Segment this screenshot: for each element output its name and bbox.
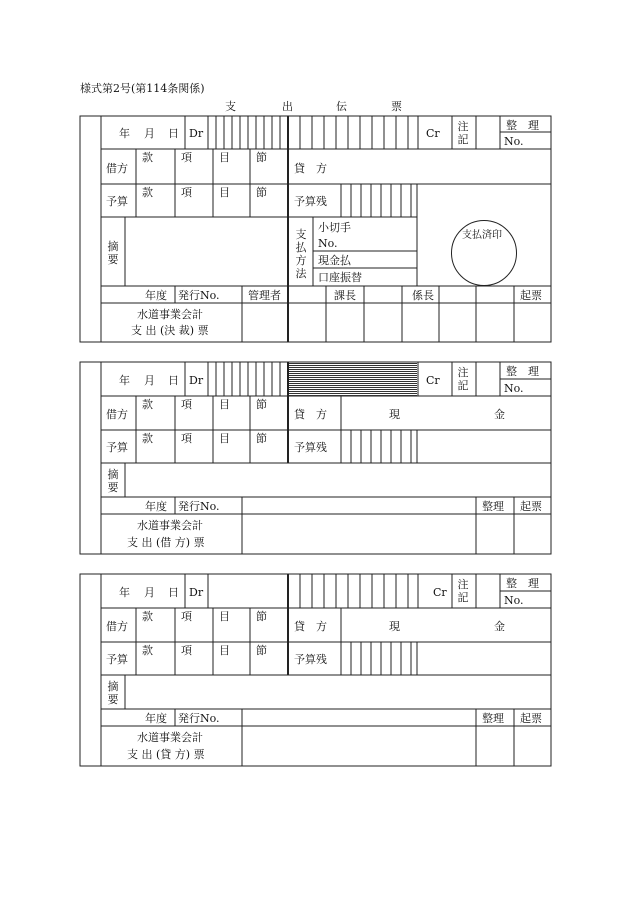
form-caption: 様式第2号(第114条関係) xyxy=(80,82,205,95)
form1-caption-line1: 水道事業会計 xyxy=(137,308,203,321)
form1-kan-label-1: 款 xyxy=(142,151,153,164)
form2-nendo-label: 年度 xyxy=(145,500,167,513)
form2-genkin-gen: 現 xyxy=(389,408,400,421)
form1-no-label: No. xyxy=(504,135,524,148)
paid-stamp-text: 支払済印 xyxy=(462,230,502,241)
form2-karikata-label: 借方 xyxy=(106,408,128,421)
form2-cr-label: Cr xyxy=(426,374,440,387)
form1-paymethod-label: 支払方法 xyxy=(295,228,307,280)
form1-kachou-label: 課長 xyxy=(334,289,356,302)
form3-nendo-label: 年度 xyxy=(145,712,167,725)
form2-genkin-kin: 金 xyxy=(494,408,505,421)
form3-note-label: 注記 xyxy=(457,578,469,604)
form1-yosan-label: 予算 xyxy=(106,195,128,208)
title-char-2: 出 xyxy=(282,100,293,113)
form2-dr-label: Dr xyxy=(189,374,204,387)
form2-seiri-label: 整 理 xyxy=(506,365,539,378)
form1-yosanzan-label: 予算残 xyxy=(294,195,327,208)
form3-caption-line2: 支 出 (貸 方) 票 xyxy=(127,748,205,761)
form2-kihyo-label: 起票 xyxy=(520,500,542,513)
form3-day-label: 日 xyxy=(168,586,179,599)
form2-seiri2-label: 整理 xyxy=(482,500,504,513)
form3-seiri2-label: 整理 xyxy=(482,712,504,725)
form1-dr-label: Dr xyxy=(189,127,204,140)
form3-kihyo-label: 起票 xyxy=(520,712,542,725)
form1-pay-no: No. xyxy=(318,237,338,250)
form2-kou-label-2: 項 xyxy=(181,432,192,445)
form1-kou-label-1: 項 xyxy=(181,151,192,164)
form3-tekiyou-label: 摘要 xyxy=(107,680,119,706)
form3-no-label: No. xyxy=(504,594,524,607)
form1-caption-line2: 支 出 (決 裁) 票 xyxy=(131,324,209,337)
title-char-3: 伝 xyxy=(336,100,347,113)
form1-year-label: 年 xyxy=(119,127,130,140)
form2-yosanzan-label: 予算残 xyxy=(294,441,327,454)
form1-moku-label-2: 目 xyxy=(219,186,230,199)
form1-pay-transfer: 口座振替 xyxy=(318,271,362,284)
form1-moku-label-1: 目 xyxy=(219,151,230,164)
form3-kou-label-2: 項 xyxy=(181,644,192,657)
form3-genkin-kin: 金 xyxy=(494,620,505,633)
form2-tekiyou-label: 摘要 xyxy=(107,468,119,494)
form2-yosan-label: 予算 xyxy=(106,441,128,454)
form2-setsu-label-2: 節 xyxy=(256,432,267,445)
form1-tekiyou-label: 摘要 xyxy=(107,240,119,266)
form2-caption-line1: 水道事業会計 xyxy=(137,519,203,532)
form3-kashikata-label: 貸 方 xyxy=(294,620,327,633)
form1-kihyo-label: 起票 xyxy=(520,289,542,302)
form3-setsu-label-1: 節 xyxy=(256,610,267,623)
form2-moku-label-2: 目 xyxy=(219,432,230,445)
form2-setsu-label-1: 節 xyxy=(256,398,267,411)
form1-month-label: 月 xyxy=(144,127,155,140)
form3-yosan-label: 予算 xyxy=(106,653,128,666)
form1-kakarichou-label: 係長 xyxy=(412,289,434,302)
form3-caption-line1: 水道事業会計 xyxy=(137,731,203,744)
form2-kan-label-2: 款 xyxy=(142,432,153,445)
form2-month-label: 月 xyxy=(144,374,155,387)
form3-kan-label-1: 款 xyxy=(142,610,153,623)
form1-seiri-label: 整 理 xyxy=(506,119,539,132)
form3-dr-label: Dr xyxy=(189,586,204,599)
form1-pay-check: 小切手 xyxy=(318,221,351,234)
title-char-4: 票 xyxy=(391,100,402,113)
form1-note-label: 注記 xyxy=(457,120,469,146)
form2-moku-label-1: 目 xyxy=(219,398,230,411)
form3-yosanzan-label: 予算残 xyxy=(294,653,327,666)
form3-month-label: 月 xyxy=(144,586,155,599)
form3-kan-label-2: 款 xyxy=(142,644,153,657)
form2-year-label: 年 xyxy=(119,374,130,387)
form1-karikata-label: 借方 xyxy=(106,162,128,175)
form3-genkin-gen: 現 xyxy=(389,620,400,633)
form2-kou-label-1: 項 xyxy=(181,398,192,411)
form2-kan-label-1: 款 xyxy=(142,398,153,411)
form2-kashikata-label: 貸 方 xyxy=(294,408,327,421)
form1-nendo-label: 年度 xyxy=(145,289,167,302)
form1-kou-label-2: 項 xyxy=(181,186,192,199)
form1-kashikata-label: 貸 方 xyxy=(294,162,327,175)
form1-cr-label: Cr xyxy=(426,127,440,140)
form2-no-label: No. xyxy=(504,382,524,395)
form1-pay-cash: 現金払 xyxy=(318,254,351,267)
form1-kanrisha-label: 管理者 xyxy=(248,289,281,302)
form1-kan-label-2: 款 xyxy=(142,186,153,199)
form1-setsu-label-2: 節 xyxy=(256,186,267,199)
form2-day-label: 日 xyxy=(168,374,179,387)
form3-hakko-label: 発行No. xyxy=(178,712,220,725)
form3-kou-label-1: 項 xyxy=(181,610,192,623)
form3-moku-label-2: 目 xyxy=(219,644,230,657)
form1-day-label: 日 xyxy=(168,127,179,140)
form2-hakko-label: 発行No. xyxy=(178,500,220,513)
form3-karikata-label: 借方 xyxy=(106,620,128,633)
form3-moku-label-1: 目 xyxy=(219,610,230,623)
form3-seiri-label: 整 理 xyxy=(506,577,539,590)
form1-setsu-label-1: 節 xyxy=(256,151,267,164)
form3-setsu-label-2: 節 xyxy=(256,644,267,657)
title-char-1: 支 xyxy=(225,100,236,113)
form3-year-label: 年 xyxy=(119,586,130,599)
form1-hakko-label: 発行No. xyxy=(178,289,220,302)
form3-cr-label: Cr xyxy=(433,586,447,599)
form2-caption-line2: 支 出 (借 方) 票 xyxy=(127,536,205,549)
form2-note-label: 注記 xyxy=(457,366,469,392)
